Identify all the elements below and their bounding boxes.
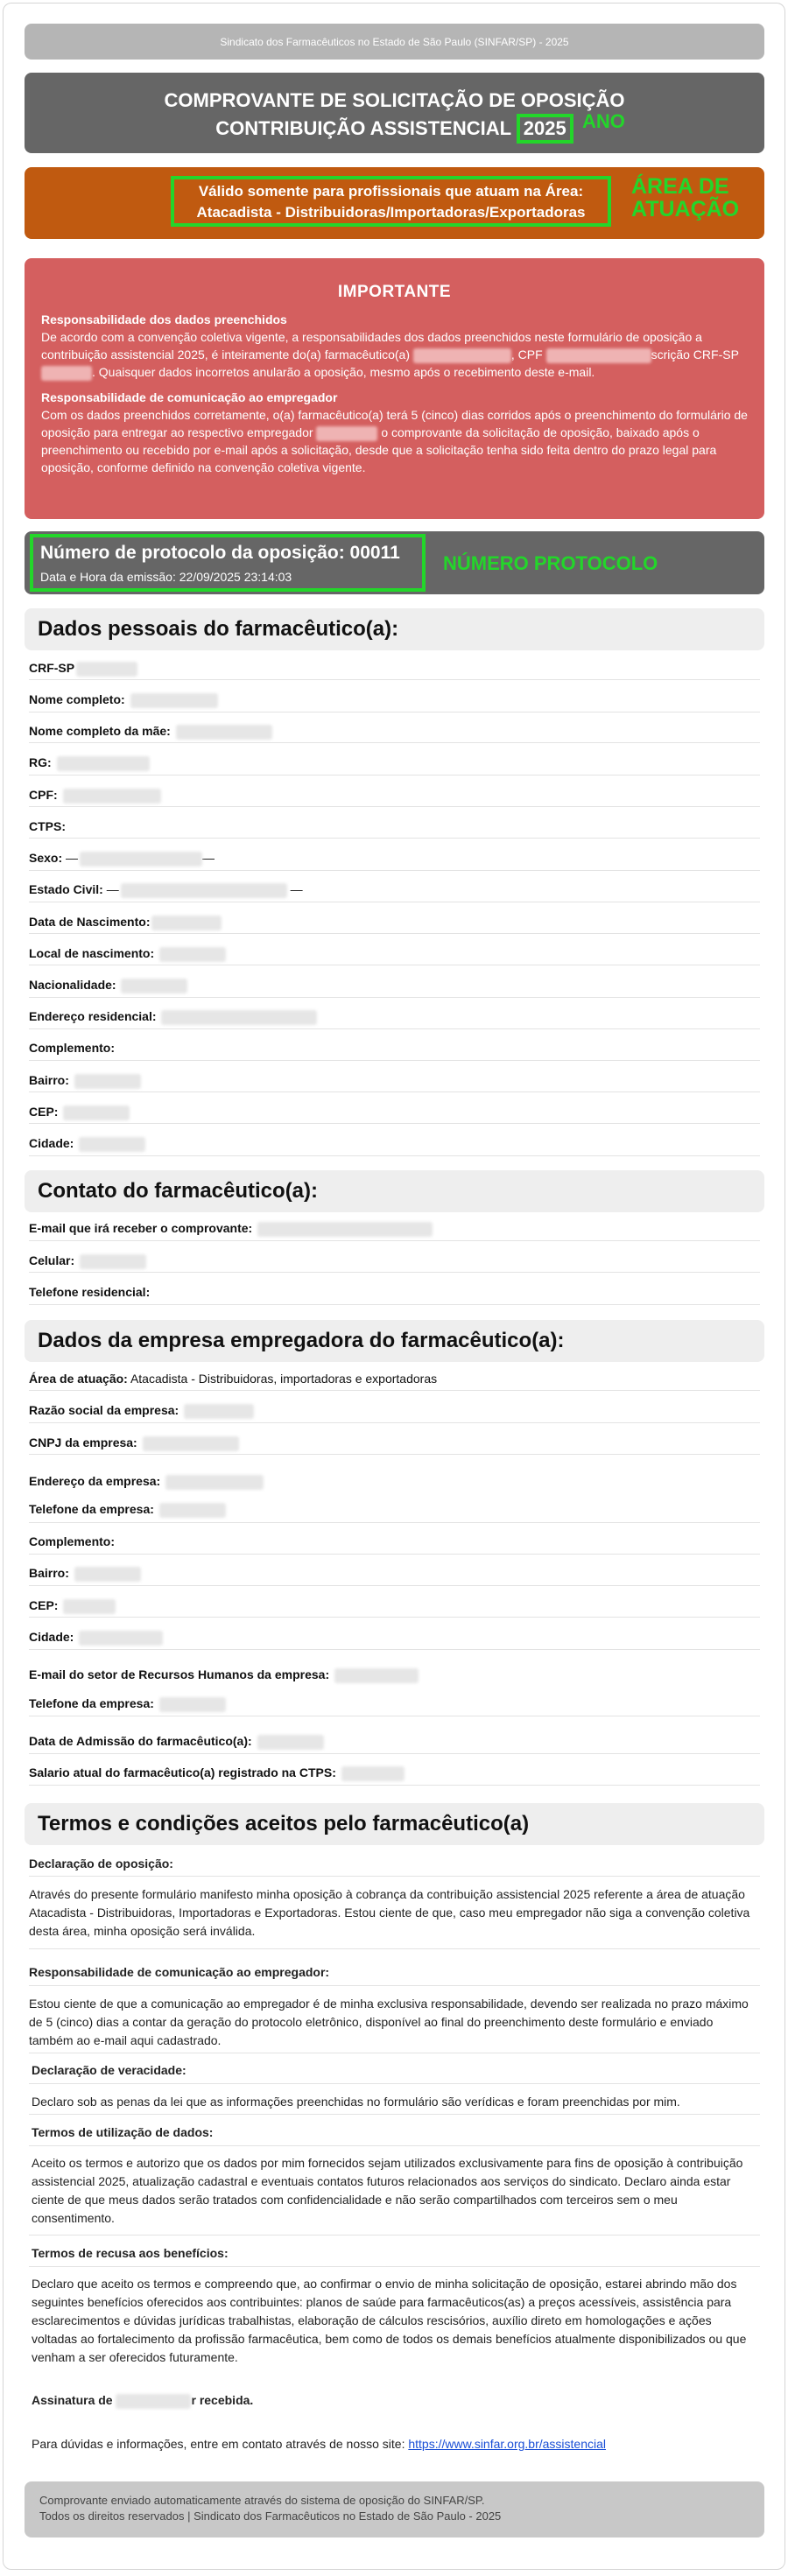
field-ctps — [29, 819, 66, 833]
contact-text: Para dúvidas e informações, entre em contato através de nosso site: — [32, 2437, 405, 2451]
label-mae: Nome completo da mãe: — [29, 724, 171, 738]
section-contact — [25, 1170, 764, 1212]
divider — [29, 1272, 760, 1273]
divider — [29, 806, 760, 807]
redacted-value — [159, 1503, 226, 1518]
divider — [29, 1985, 760, 1986]
signature-suffix: r recebida. — [191, 2393, 254, 2407]
important-p1 — [41, 328, 748, 381]
term-oposicao-heading: Declaração de oposição: — [29, 1857, 173, 1871]
redacted-employer — [316, 426, 377, 441]
redacted-value — [74, 1567, 141, 1582]
important-title: IMPORTANTE — [337, 283, 452, 301]
label-civil: Estado Civil: — [29, 882, 103, 896]
label-cidade: Cidade: — [29, 1136, 74, 1150]
field-rg — [29, 755, 150, 771]
label-nasc: Data de Nascimento: — [29, 915, 151, 929]
field-cpf — [29, 788, 161, 804]
section-terms-title: Termos e condições aceitos pelo farmacêutico(a) — [38, 1812, 530, 1835]
area-highlight — [171, 176, 611, 227]
field-nac — [29, 978, 187, 993]
label-bairro-empresa: Bairro: — [29, 1566, 69, 1580]
field-endereco-empresa — [29, 1474, 264, 1490]
divider — [29, 742, 760, 743]
field-salario — [29, 1765, 405, 1781]
section-contact-title: Contato do farmacêutico(a): — [38, 1179, 319, 1203]
term-comunicacao-heading: Responsabilidade de comunicação ao empregador: — [29, 1965, 330, 1979]
protocol-annotation: NÚMERO PROTOCOLO — [443, 552, 658, 574]
redacted-value — [116, 2394, 191, 2409]
divider — [29, 1060, 760, 1061]
field-crf — [29, 661, 137, 677]
divider — [29, 679, 760, 680]
field-cidade — [29, 1136, 145, 1152]
term-comunicacao-text: Estou ciente de que a comunicação ao empregador é de minha exclusiva responsabilidade, devendo ser realizada no prazo máximo de 5 (cinco) dias a contar da geração do protocolo eletrônico, disponível ao final do preenchimento deste formulário e enviado também ao e-mail aqui cadastrado. — [29, 1997, 749, 2047]
redacted-value — [151, 916, 222, 930]
field-cep — [29, 1105, 130, 1120]
title-year: 2025 — [517, 114, 573, 144]
field-nome — [29, 692, 218, 708]
label-endereco: Endereço residencial: — [29, 1009, 157, 1023]
divider — [29, 2114, 760, 2115]
field-telefone — [29, 1285, 150, 1299]
field-cep-empresa — [29, 1598, 116, 1614]
redacted-value — [143, 1436, 239, 1451]
divider — [29, 1240, 760, 1241]
field-local — [29, 946, 226, 962]
redacted-cpf — [546, 348, 651, 363]
label-cpf: CPF: — [29, 788, 58, 802]
label-email-rh: E-mail do setor de Recursos Humanos da empresa: — [29, 1667, 330, 1681]
term-dados-title — [32, 2123, 758, 2142]
protocol-number: Número de protocolo da oposição: 00011 — [40, 543, 400, 563]
section-terms — [25, 1803, 764, 1845]
label-salario: Salario atual do farmacêutico(a) registrado na CTPS: — [29, 1765, 336, 1779]
top-bar-text: Sindicato dos Farmacêuticos no Estado de São Paulo (SINFAR/SP) - 2025 — [220, 35, 569, 48]
redacted-crf — [41, 366, 92, 381]
field-complemento — [29, 1041, 115, 1055]
protocol-box — [25, 531, 764, 594]
section-personal-title: Dados pessoais do farmacêutico(a): — [38, 617, 399, 641]
title-line2 — [25, 114, 764, 144]
redacted-value — [165, 1475, 264, 1490]
signature-line — [32, 2391, 758, 2410]
term-veracidade-title — [32, 2061, 758, 2080]
divider — [29, 1304, 760, 1305]
field-telefone-empresa-2 — [29, 1696, 226, 1712]
label-nome: Nome completo: — [29, 692, 125, 706]
field-bairro-empresa — [29, 1566, 141, 1582]
label-razao: Razão social da empresa: — [29, 1403, 179, 1417]
label-nac: Nacionalidade: — [29, 978, 116, 992]
year-annotation: ANO — [582, 110, 625, 132]
term-dados-heading: Termos de utilização de dados: — [32, 2125, 214, 2139]
area-annotation — [631, 175, 739, 221]
divider — [29, 2235, 760, 2236]
important-sub2: Responsabilidade de comunicação ao empregador — [41, 390, 338, 404]
divider — [29, 1123, 760, 1124]
divider — [29, 997, 760, 998]
field-cidade-empresa — [29, 1630, 163, 1646]
redacted-value — [184, 1404, 254, 1419]
divider — [29, 2145, 760, 2146]
field-nasc — [29, 915, 222, 930]
divider — [29, 775, 760, 776]
important-p1c: scrição CRF-SP — [651, 347, 739, 361]
label-cep: CEP: — [29, 1105, 59, 1119]
footer-line1: Comprovante enviado automaticamente através do sistema de oposição do SINFAR/SP. — [39, 2494, 485, 2507]
divider — [29, 1785, 760, 1786]
important-sub1: Responsabilidade dos dados preenchidos — [41, 312, 287, 326]
important-p2 — [41, 406, 748, 476]
field-mae — [29, 724, 272, 740]
label-crf: CRF-SP — [29, 661, 75, 675]
label-admissao: Data de Admissão do farmacêutico(a): — [29, 1734, 252, 1748]
important-p2a: Com os dados preenchidos corretamente, o(a) farmacêutico(a) terá 5 (cinco) dias corridos após o preenchimento do formulário de oposição para entregar ao respectivo empregador — [41, 408, 748, 439]
top-bar — [25, 24, 764, 60]
redacted-value — [159, 1697, 226, 1712]
protocol-datetime: Data e Hora da emissão: 22/09/2025 23:14:03 — [40, 570, 292, 584]
label-telefone-empresa-2: Telefone da empresa: — [29, 1696, 154, 1710]
divider — [29, 1454, 760, 1455]
term-veracidade-text: Declaro sob as penas da lei que as informações preenchidas no formulário são verídicas e foram preenchidas por mim. — [32, 2095, 680, 2109]
title-line1: COMPROVANTE DE SOLICITAÇÃO DE OPOSIÇÃO — [164, 89, 625, 111]
redacted-value — [74, 1074, 141, 1089]
divider — [29, 1753, 760, 1754]
area-line1: Válido somente para profissionais que atuam na Área: — [198, 183, 584, 200]
redacted-value — [257, 1222, 433, 1237]
important-p1d: . Quaisquer dados incorretos anularão a oposição, mesmo após o recebimento deste e-mail. — [92, 365, 595, 379]
label-sexo: Sexo: — [29, 851, 63, 865]
divider — [29, 1876, 760, 1877]
label-endereco-empresa: Endereço da empresa: — [29, 1474, 161, 1488]
term-recusa-heading: Termos de recusa aos benefícios: — [32, 2246, 229, 2260]
field-bairro — [29, 1073, 141, 1089]
field-area — [29, 1372, 437, 1386]
redacted-value — [63, 789, 161, 804]
redacted-value — [76, 662, 137, 677]
divider — [29, 2083, 760, 2084]
term-oposicao-title — [29, 1855, 756, 1873]
redacted-value — [334, 1668, 419, 1683]
title-line2-text: CONTRIBUIÇÃO ASSISTENCIAL — [215, 117, 511, 139]
field-telefone-empresa — [29, 1502, 226, 1518]
divider — [29, 1585, 760, 1586]
important-p1a: De acordo com a convenção coletiva vigente, a responsabilidades dos dados preenchidos neste formulário de oposição a contribuição assistencial 2025, é inteiramente do(a) farmacêutico(a) — [41, 330, 702, 361]
contact-link[interactable]: https://www.sinfar.org.br/assistencial — [408, 2437, 606, 2451]
civil-value-suffix: — — [290, 882, 303, 896]
label-email: E-mail que irá receber o comprovante: — [29, 1221, 253, 1235]
redacted-value — [79, 1137, 145, 1152]
redacted-value — [57, 756, 150, 771]
label-celular: Celular: — [29, 1253, 75, 1267]
divider — [29, 870, 760, 871]
contact-line — [32, 2435, 758, 2453]
redacted-value — [63, 1599, 116, 1614]
label-telefone: Telefone residencial: — [29, 1285, 151, 1299]
redacted-value — [80, 1254, 146, 1269]
label-cep-empresa: CEP: — [29, 1598, 59, 1612]
label-complemento: Complemento: — [29, 1041, 115, 1055]
divider — [29, 1649, 760, 1650]
divider — [29, 1617, 760, 1618]
divider — [29, 1422, 760, 1423]
area-value: Atacadista - Distribuidoras, importadoras e exportadoras — [130, 1372, 438, 1386]
section-company-title: Dados da empresa empregadora do farmacêutico(a): — [38, 1329, 565, 1352]
sexo-value-suffix: — — [202, 851, 215, 865]
field-sexo — [29, 851, 215, 867]
area-box — [25, 167, 764, 239]
field-celular — [29, 1253, 146, 1269]
protocol-highlight — [30, 534, 426, 592]
label-area: Área de atuação: — [29, 1372, 128, 1386]
redacted-value — [63, 1106, 130, 1120]
term-recusa-text: Declaro que aceito os termos e compreendo que, ao confirmar o envio de minha solicitação de oposição, estarei abrindo mão dos seguintes benefícios oferecidos aos contribuintes: planos de saúde para farmacêuticos(as) a preços acessíveis, assistência para esclarecimentos e dúvidas jurídicas trabalhistas, elaboração de cálculos rescisórios, auxílio direto em homologações e ações voltadas ao fortalecimento da profissão farmacêutica, bem como de todos os demais benefícios atualmente disponibilizados ou que venham a ser oferecidos futuramente. — [32, 2277, 747, 2364]
redacted-value — [121, 979, 187, 993]
divider — [29, 933, 760, 934]
redacted-value — [159, 947, 226, 962]
label-bairro: Bairro: — [29, 1073, 69, 1087]
redacted-value — [176, 725, 272, 740]
divider — [29, 1948, 760, 1949]
divider — [29, 2266, 760, 2267]
term-dados-text: Aceito os termos e autorizo que os dados por mim fornecidos sejam utilizados exclusivamente para fins de oposição à contribuição assistencial 2025, atualização cadastral e eventuais contatos futuros relacionados aos serviços do sindicato. Declaro ainda estar ciente de que meus dados serão tratados com confidencialidade e não serão compartilhados com terceiros sem o meu consentimento. — [32, 2156, 743, 2225]
field-razao — [29, 1403, 254, 1419]
field-civil — [29, 882, 303, 898]
important-p1b: , CPF — [510, 347, 543, 361]
sexo-value-prefix: — — [66, 851, 79, 865]
signature-prefix: Assinatura de — [32, 2393, 113, 2407]
label-rg: RG: — [29, 755, 52, 769]
important-box — [25, 258, 764, 519]
field-complemento-empresa — [29, 1534, 115, 1548]
divider — [29, 1155, 760, 1156]
field-email-rh — [29, 1667, 419, 1683]
redacted-value — [79, 1631, 163, 1646]
divider — [29, 1522, 760, 1523]
divider — [29, 1091, 760, 1092]
footer — [25, 2481, 764, 2537]
area-annotation-line1: ÁREA DE — [631, 174, 729, 199]
divider — [29, 838, 760, 839]
redacted-name — [413, 348, 511, 363]
divider — [29, 1028, 760, 1029]
footer-line2: Todos os direitos reservados | Sindicato dos Farmacêuticos no Estado de São Paulo - 2025 — [39, 2509, 502, 2523]
label-complemento-empresa: Complemento: — [29, 1534, 115, 1548]
label-telefone-empresa: Telefone da empresa: — [29, 1502, 154, 1516]
redacted-value — [341, 1766, 405, 1781]
section-personal — [25, 608, 764, 650]
label-ctps: CTPS: — [29, 819, 66, 833]
title-box — [25, 73, 764, 153]
divider — [29, 1390, 760, 1391]
divider — [29, 1554, 760, 1555]
redacted-value — [121, 883, 287, 898]
redacted-value — [257, 1735, 324, 1750]
field-email — [29, 1221, 433, 1237]
label-cnpj: CNPJ da empresa: — [29, 1435, 137, 1449]
civil-value-prefix: — — [106, 882, 119, 896]
important-p2b: o comprovante da solicitação de oposição, baixado após o preenchimento ou recebido por e-mail após a solicitação, desde que a solicitação tenha sido feita dentro do prazo legal para oposição, conforme definido na convenção coletiva vigente. — [41, 425, 717, 474]
field-endereco — [29, 1009, 317, 1025]
field-cnpj — [29, 1435, 239, 1451]
section-company — [25, 1320, 764, 1362]
redacted-value — [80, 852, 202, 867]
term-oposicao-text: Através do presente formulário manifesto minha oposição à cobrança da contribuição assistencial 2025 referente a área de atuação Atacadista - Distribuidoras, Importadoras e Exportadoras. Estou ciente de que, caso meu empregador não siga a convenção coletiva desta área, minha oposição será inválida. — [29, 1887, 750, 1938]
field-admissao — [29, 1734, 324, 1750]
label-cidade-empresa: Cidade: — [29, 1630, 74, 1644]
term-veracidade-heading: Declaração de veracidade: — [32, 2063, 186, 2077]
redacted-value — [130, 693, 218, 708]
term-comunicacao-title — [29, 1963, 756, 1982]
area-line2: Atacadista - Distribuidoras/Importadoras/Exportadoras — [196, 204, 586, 221]
term-recusa-title — [32, 2244, 758, 2263]
redacted-value — [161, 1010, 317, 1025]
area-annotation-line2: ATUAÇÃO — [631, 197, 740, 221]
label-local: Local de nascimento: — [29, 946, 155, 960]
